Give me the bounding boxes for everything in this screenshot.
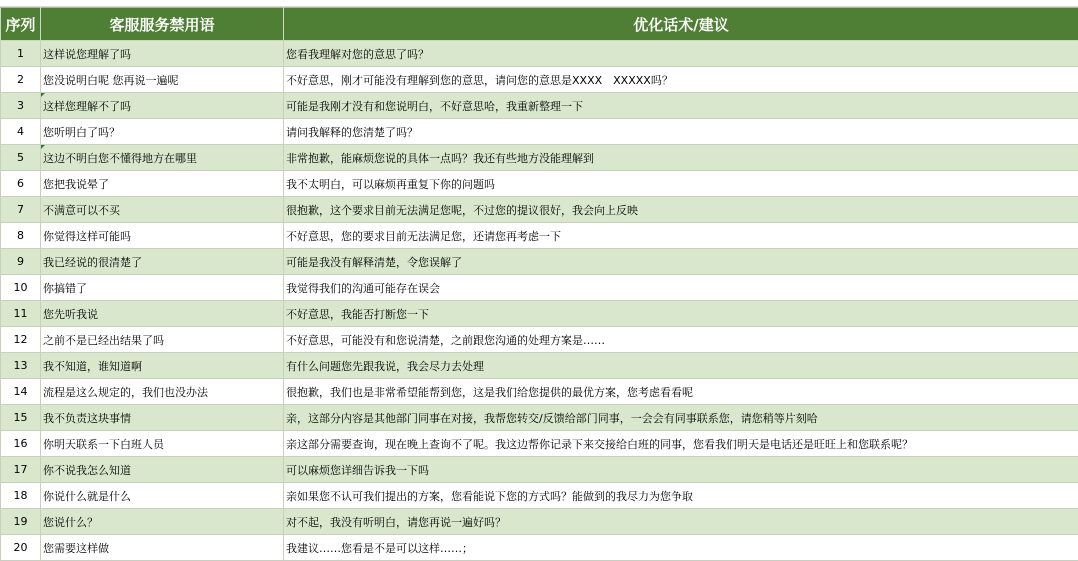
forbidden-phrase-cell[interactable]: 您需要这样做 [41,535,284,561]
row-index-cell[interactable]: 4 [1,119,41,145]
suggestion-cell[interactable]: 我觉得我们的沟通可能存在误会 [284,275,1078,301]
row-index-cell[interactable]: 5 [1,145,41,171]
table-row [1,379,1078,405]
suggestion-cell[interactable]: 请问我解释的您清楚了吗？ [284,119,1078,145]
suggestion-cell[interactable]: 我不太明白，可以麻烦再重复下你的问题吗 [284,171,1078,197]
forbidden-phrase-cell[interactable]: 不满意可以不买 [41,197,284,223]
row-index-cell[interactable]: 7 [1,197,41,223]
suggestion-cell[interactable]: 不好意思，您的要求目前无法满足您，还请您再考虑一下 [284,223,1078,249]
row-index-cell[interactable]: 13 [1,353,41,379]
suggestion-cell[interactable]: 对不起，我没有听明白，请您再说一遍好吗？ [284,509,1078,535]
forbidden-phrase-cell[interactable]: 您说什么？ [41,509,284,535]
table-row [1,327,1078,353]
forbidden-phrase-cell[interactable]: 我已经说的很清楚了 [41,249,284,275]
row-index-cell[interactable]: 15 [1,405,41,431]
suggestion-cell[interactable]: 不好意思，我能否打断您一下 [284,301,1078,327]
table-row [1,301,1078,327]
table-row [1,275,1078,301]
table-row [1,119,1078,145]
row-index-cell[interactable]: 12 [1,327,41,353]
forbidden-phrase-cell[interactable]: 这样您理解不了吗 [41,93,284,119]
table-row [1,67,1078,93]
top-strip [0,0,1078,7]
forbidden-phrase-cell[interactable]: 你搞错了 [41,275,284,301]
suggestion-cell[interactable]: 非常抱歉，能麻烦您说的具体一点吗？我还有些地方没能理解到 [284,145,1078,171]
header-suggestion[interactable]: 优化话术/建议 [284,8,1078,41]
header-forbidden-phrase[interactable]: 客服服务禁用语 [41,8,284,41]
header-index[interactable]: 序列 [1,8,41,41]
row-index-cell[interactable]: 17 [1,457,41,483]
table-row [1,405,1078,431]
table-row [1,457,1078,483]
row-index-cell[interactable]: 11 [1,301,41,327]
table-row [1,431,1078,457]
suggestion-cell[interactable]: 我建议……您看是不是可以这样……； [284,535,1078,561]
table-row [1,197,1078,223]
forbidden-phrase-cell[interactable]: 你说什么就是什么 [41,483,284,509]
forbidden-phrase-cell[interactable]: 这边不明白您不懂得地方在哪里 [41,145,284,171]
phrase-table [0,7,1078,561]
forbidden-phrase-cell[interactable]: 你不说我怎么知道 [41,457,284,483]
forbidden-phrase-cell[interactable]: 之前不是已经出结果了吗 [41,327,284,353]
row-index-cell[interactable]: 10 [1,275,41,301]
row-index-cell[interactable]: 9 [1,249,41,275]
row-index-cell[interactable]: 18 [1,483,41,509]
row-index-cell[interactable]: 16 [1,431,41,457]
row-index-cell[interactable]: 1 [1,41,41,67]
row-index-cell[interactable]: 20 [1,535,41,561]
table-row [1,249,1078,275]
suggestion-cell[interactable]: 亲，这部分内容是其他部门同事在对接，我帮您转交/反馈给部门同事，一会会有同事联系您，请您稍等片刻哈 [284,405,1078,431]
table-row [1,145,1078,171]
row-index-cell[interactable]: 8 [1,223,41,249]
table-row [1,353,1078,379]
suggestion-cell[interactable]: 很抱歉，这个要求目前无法满足您呢，不过您的提议很好，我会向上反映 [284,197,1078,223]
forbidden-phrase-cell[interactable]: 这样说您理解了吗 [41,41,284,67]
suggestion-cell[interactable]: 可能是我刚才没有和您说明白，不好意思哈，我重新整理一下 [284,93,1078,119]
table-row [1,223,1078,249]
forbidden-phrase-cell[interactable]: 我不知道，谁知道啊 [41,353,284,379]
suggestion-cell[interactable]: 您看我理解对您的意思了吗？ [284,41,1078,67]
table-row [1,535,1078,561]
header-row [1,8,1078,41]
forbidden-phrase-cell[interactable]: 您把我说晕了 [41,171,284,197]
suggestion-cell[interactable]: 可能是我没有解释清楚，令您误解了 [284,249,1078,275]
table-row [1,171,1078,197]
forbidden-phrase-cell[interactable]: 我不负责这块事情 [41,405,284,431]
table-row [1,93,1078,119]
row-index-cell[interactable]: 19 [1,509,41,535]
table-row [1,483,1078,509]
row-index-cell[interactable]: 3 [1,93,41,119]
row-index-cell[interactable]: 14 [1,379,41,405]
suggestion-cell[interactable]: 有什么问题您先跟我说，我会尽力去处理 [284,353,1078,379]
suggestion-cell[interactable]: 很抱歉，我们也是非常希望能帮到您，这是我们给您提供的最优方案，您考虑看看呢 [284,379,1078,405]
suggestion-cell[interactable]: 可以麻烦您详细告诉我一下吗 [284,457,1078,483]
row-index-cell[interactable]: 2 [1,67,41,93]
forbidden-phrase-cell[interactable]: 您先听我说 [41,301,284,327]
suggestion-cell[interactable]: 亲这部分需要查询，现在晚上查询不了呢。我这边帮你记录下来交接给白班的同事，您看我们明天是电话还是旺旺上和您联系呢？ [284,431,1078,457]
row-index-cell[interactable]: 6 [1,171,41,197]
forbidden-phrase-cell[interactable]: 您没说明白呢 您再说一遍呢 [41,67,284,93]
table-row [1,41,1078,67]
suggestion-cell[interactable]: 亲如果您不认可我们提出的方案，您看能说下您的方式吗？能做到的我尽力为您争取 [284,483,1078,509]
forbidden-phrase-cell[interactable]: 流程是这么规定的，我们也没办法 [41,379,284,405]
suggestion-cell[interactable]: 不好意思，刚才可能没有理解到您的意思，请问您的意思是XXXX XXXXX吗？ [284,67,1078,93]
forbidden-phrase-cell[interactable]: 你觉得这样可能吗 [41,223,284,249]
forbidden-phrase-cell[interactable]: 你明天联系一下白班人员 [41,431,284,457]
forbidden-phrase-cell[interactable]: 您听明白了吗？ [41,119,284,145]
table-row [1,509,1078,535]
suggestion-cell[interactable]: 不好意思，可能没有和您说清楚，之前跟您沟通的处理方案是…… [284,327,1078,353]
